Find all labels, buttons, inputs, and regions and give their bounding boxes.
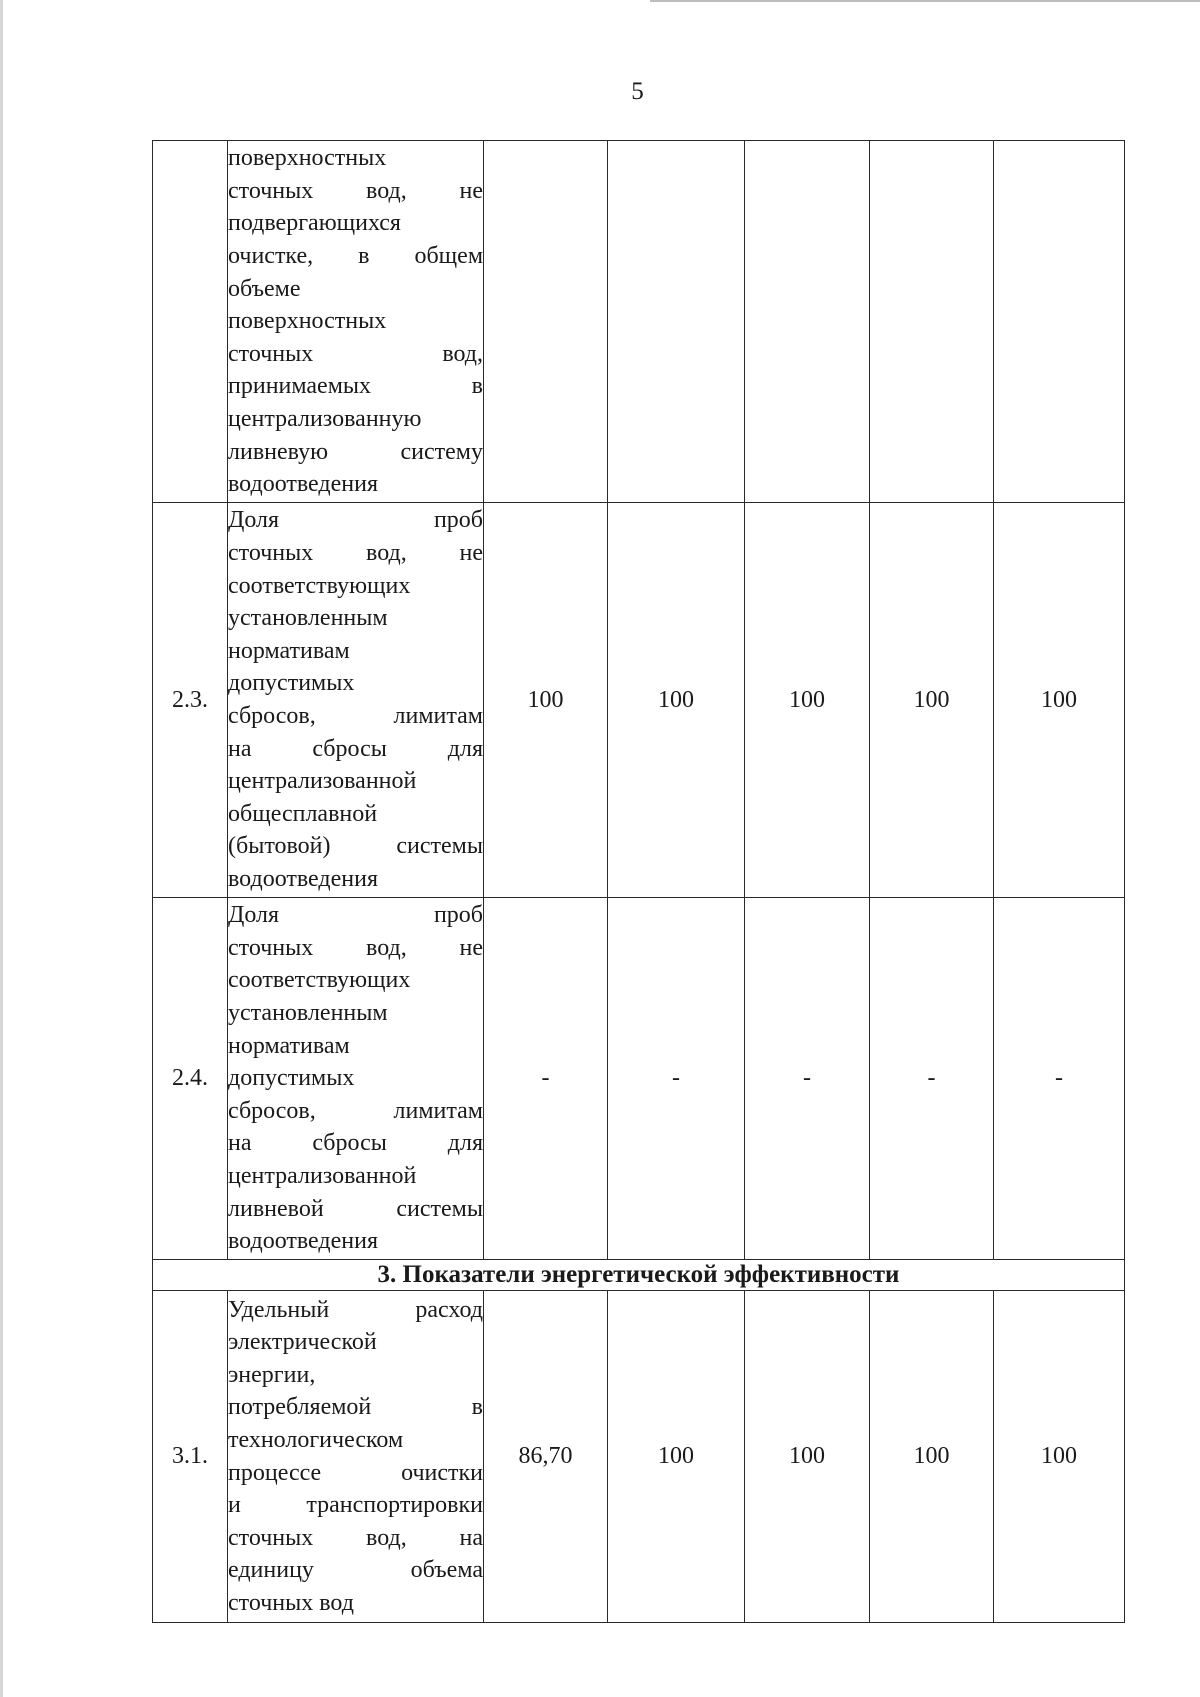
description-line: потребляемой в — [228, 1394, 483, 1421]
description-line: единицу объема — [228, 1557, 483, 1584]
indicator-description — [228, 141, 484, 503]
description-line: водоотведения — [228, 865, 378, 892]
value-cell-2: - — [608, 898, 745, 1260]
description-line: соответствующих — [228, 572, 411, 599]
description-line: очистке, в общем — [228, 243, 483, 270]
description-line: электрической — [228, 1329, 377, 1356]
value-cell-2: 100 — [608, 503, 745, 898]
description-line: нормативам — [228, 637, 350, 664]
indicators-table — [152, 140, 1125, 1623]
value-cell-2 — [608, 141, 745, 503]
description-line: соответствующих — [228, 967, 411, 994]
description-line: сбросов, лимитам — [228, 703, 483, 729]
description-line: водоотведения — [228, 1228, 378, 1255]
description-line: сточных вод, — [228, 340, 483, 367]
description-line: сточных вод, не — [228, 934, 483, 961]
row-number: 2.3. — [153, 503, 228, 898]
description-line: установленным — [228, 605, 388, 632]
table-row — [153, 141, 1125, 503]
description-line: технологическом — [228, 1426, 404, 1453]
scan-top-edge — [650, 0, 1200, 2]
description-line: нормативам — [228, 1032, 350, 1059]
value-cell-1: 100 — [484, 503, 608, 898]
value-cell-4 — [870, 141, 994, 503]
table-row — [153, 898, 1125, 1260]
value-cell-3 — [745, 141, 870, 503]
description-line: Доля проб — [228, 507, 483, 534]
description-line: централизованной — [228, 768, 417, 795]
section-header-row — [153, 1260, 1125, 1291]
description-line: сточных вод, не — [228, 540, 483, 567]
value-cell-2: 100 — [608, 1291, 745, 1623]
value-cell-4: - — [870, 898, 994, 1260]
value-cell-5: 100 — [994, 503, 1125, 898]
description-line: централизованной — [228, 1162, 417, 1189]
value-cell-3: 100 — [745, 1291, 870, 1623]
description-line: водоотведения — [228, 471, 378, 498]
value-cell-1: - — [484, 898, 608, 1260]
row-number: 2.4. — [153, 898, 228, 1260]
row-number: 3.1. — [153, 1291, 228, 1623]
description-line: общесплавной — [228, 800, 378, 827]
description-line: энергии, — [228, 1361, 316, 1388]
description-line: поверхностных — [228, 308, 387, 335]
value-cell-1: 86,70 — [484, 1291, 608, 1623]
value-cell-1 — [484, 141, 608, 503]
description-line: Удельный расход — [228, 1296, 483, 1323]
description-line: сточных вод, на — [228, 1524, 483, 1551]
description-line: установленным — [228, 1000, 388, 1027]
table-row — [153, 1291, 1125, 1623]
value-cell-5 — [994, 141, 1125, 503]
description-line: на сбросы для — [228, 735, 483, 762]
indicator-description — [228, 1291, 484, 1623]
description-line: допустимых — [228, 1065, 355, 1092]
description-line: (бытовой) системы — [228, 833, 483, 860]
value-cell-4: 100 — [870, 503, 994, 898]
scan-edge — [0, 0, 3, 1697]
indicator-description — [228, 503, 484, 898]
description-line: подвергающихся — [228, 210, 401, 237]
description-line: процессе очистки — [228, 1459, 483, 1486]
description-line: на сбросы для — [228, 1130, 483, 1157]
description-line: объеме — [228, 275, 301, 302]
value-cell-4: 100 — [870, 1291, 994, 1623]
description-line: сбросов, лимитам — [228, 1097, 483, 1124]
table-row — [153, 503, 1125, 898]
value-cell-5: - — [994, 898, 1125, 1260]
description-line: принимаемых в — [228, 373, 483, 400]
description-line: допустимых — [228, 670, 355, 697]
description-line: централизованную — [228, 405, 422, 432]
description-line: ливневой системы — [228, 1195, 483, 1222]
row-number — [153, 141, 228, 503]
description-line: Доля проб — [228, 902, 483, 929]
indicator-description — [228, 898, 484, 1260]
description-line: ливневую систему — [228, 438, 483, 465]
description-line: поверхностных — [228, 145, 387, 172]
value-cell-3: - — [745, 898, 870, 1260]
value-cell-5: 100 — [994, 1291, 1125, 1623]
description-line: и транспортировки — [228, 1492, 483, 1519]
section-title: 3. Показатели энергетической эффективности — [153, 1260, 1125, 1291]
page-number: 5 — [631, 78, 644, 105]
description-line: сточных вод, не — [228, 177, 483, 204]
description-line: сточных вод — [228, 1589, 354, 1616]
value-cell-3: 100 — [745, 503, 870, 898]
